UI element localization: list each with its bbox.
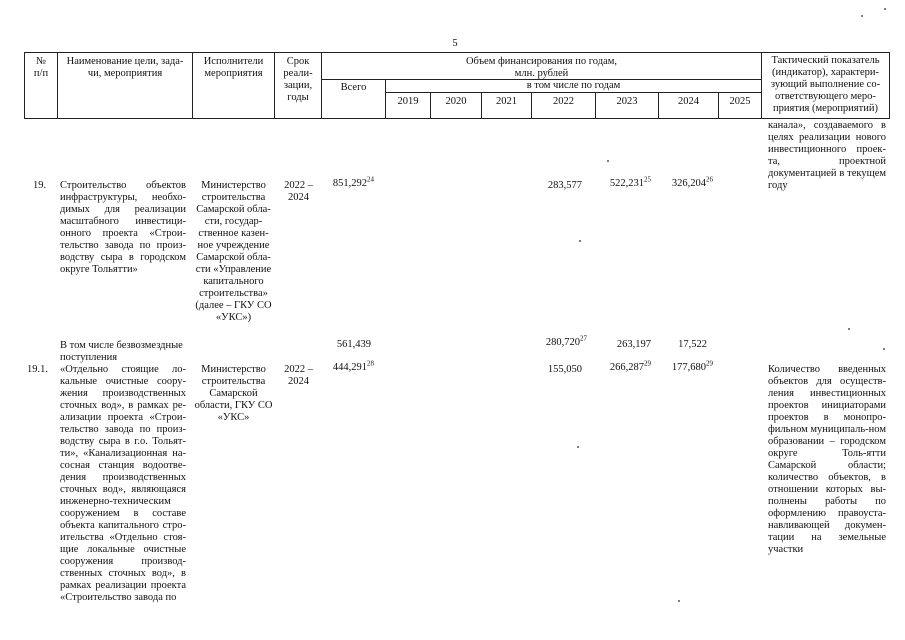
row-19-executor: Министерство строительства Самарской обла-сти, государ-ственное казен-ное учреждение Самарской обла-сти «Управление капитального строительства» (далее – ГКУ СО «УКС») bbox=[195, 180, 272, 323]
row-19-1-2024: 177,680$^{29}$ bbox=[671, 359, 713, 373]
row-19-1-term: 2022 – 2024 bbox=[284, 364, 313, 387]
header-funding: Объем финансирования по годам, млн. рублей bbox=[465, 56, 618, 79]
header-year-2023: 2023 bbox=[616, 96, 638, 107]
carryover-indicator: канала», создаваемого в целях реализации нового инвестиционного проек-та, проектной документацией в текущем году bbox=[768, 120, 886, 191]
row-19-1-2023: 266,287$^{29}$ bbox=[609, 359, 651, 373]
row-19-1-executor: Министерство строительства Самарской области, ГКУ СО «УКС» bbox=[194, 364, 273, 423]
header-year-2025: 2025 bbox=[729, 96, 751, 107]
incl-row-2022: 280,720$^{27}$ bbox=[545, 334, 587, 348]
row-19-1-2022: 155,050 bbox=[547, 364, 582, 375]
row-19-1-total: 444,291$^{28}$ bbox=[332, 359, 374, 373]
header-year-2024: 2024 bbox=[678, 96, 699, 107]
header-year-2022: 2022 bbox=[553, 96, 574, 107]
header-executors: Исполнители мероприятия bbox=[203, 56, 264, 79]
header-year-2020: 2020 bbox=[445, 96, 467, 107]
header-incl-years: в том числе по годам bbox=[526, 80, 621, 91]
row-19-number: 19. bbox=[33, 180, 47, 191]
row-19-2024: 326,204$^{26}$ bbox=[671, 175, 713, 189]
incl-row-2023: 263,197 bbox=[616, 339, 651, 350]
incl-row-label: В том числе безвозмездные поступления bbox=[60, 340, 183, 363]
incl-row-total: 561,439 bbox=[336, 339, 371, 350]
row-19-total: 851,292$^{24}$ bbox=[332, 175, 374, 189]
row-19-term: 2022 – 2024 bbox=[284, 180, 313, 203]
header-year-2019: 2019 bbox=[397, 96, 419, 107]
row-19-1-name: «Отдельно стоящие ло-кальные очистные соору-жения производственных сточных вод», в рамках ре-ализации проекта «Строи-тельство завода по произ-водству сыра в г.о. Тольят-ти», «Канализационная на-сосная станция водоотве-дения производственных сточных вод», являющаяся инженерно-техническим сооружением в составе объекта капитального стро-ительства «Отдельно стоя-щие локальные очистные сооружения производ-ственных сточных вод», в рамках реализации проекта «Строительство завода по bbox=[60, 364, 186, 603]
header-term: Срок реали- зации, годы bbox=[283, 56, 313, 103]
page-number: 5 bbox=[452, 38, 458, 49]
row-19-1-number: 19.1. bbox=[27, 364, 48, 375]
header-name: Наименование цели, зада- чи, мероприятия bbox=[66, 56, 184, 79]
row-19-name: Строительство объектов инфраструктуры, необхо-димых для реализации масштабного инвестици-онного проекта «Строи-тельство завода по произ-водству сыра в городском округе Тольятти» bbox=[60, 180, 186, 275]
row-19-1-indicator: Количество введенных объектов для осуществ-ления инвестиционных проектов инициаторами проектов в монопро-фильном муниципаль-ном образовании – городском округе Толь-ятти Самарской области; количество объектов, в отношении которых вы-полнены работы по оформлению правоуста-навливающей докумен-тации на земельные участки bbox=[768, 364, 886, 555]
header-year-2021: 2021 bbox=[496, 96, 517, 107]
header-indicator: Тактический показатель (индикатор), характери- зующий выполнение со- ответствующего меро- приятия (мероприятий) bbox=[770, 55, 881, 114]
header-num: № п/п bbox=[33, 56, 49, 79]
header-total: Всего bbox=[340, 82, 367, 93]
row-19-2022: 283,577 bbox=[547, 180, 582, 191]
incl-row-2024: 17,522 bbox=[678, 339, 707, 350]
row-19-2023: 522,231$^{25}$ bbox=[609, 175, 651, 189]
